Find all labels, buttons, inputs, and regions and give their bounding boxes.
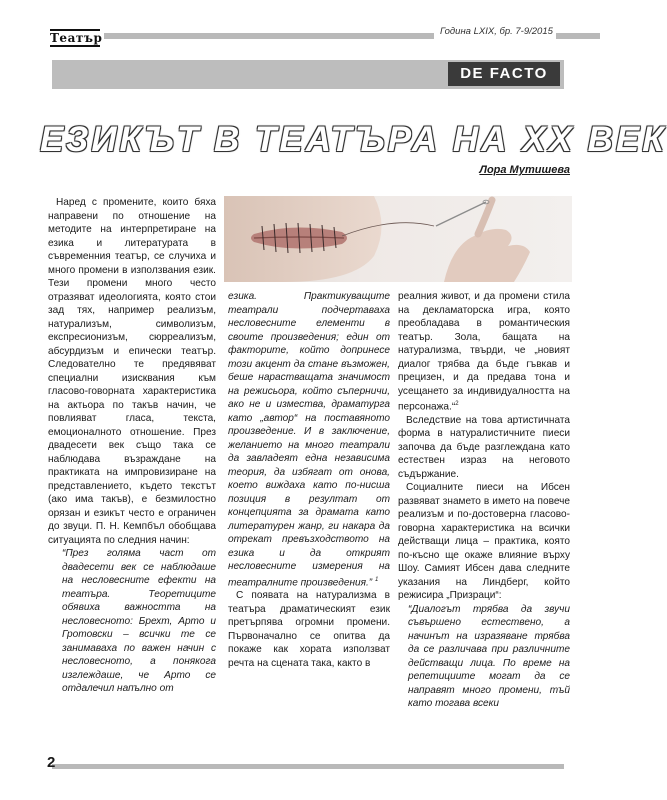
text-column-2: [228, 290, 390, 670]
paragraph: [398, 290, 570, 414]
text-column-1: [48, 196, 216, 696]
footer-rule: [52, 764, 564, 769]
article-author: Лора Мутишева: [479, 164, 570, 176]
article-title: ЕЗИКЪТ В ТЕАТЪРА НА ХХ ВЕК: [40, 120, 667, 159]
header-rule: [104, 33, 434, 39]
sewn-lips-image: [224, 196, 572, 282]
paragraph: С появата на натурализма в театъра драматическият език претърпява огромни промени. Първоначално се опитва да покаже как хората използват речта на сцената така, както в: [228, 590, 390, 669]
block-quote: [228, 290, 390, 589]
footnote-mark: 1: [374, 576, 379, 583]
block-quote: “Диалогът трябва да звучи съвършено естествено, а начинът на изразяване трябва да се различава при различните действащи лица. По време на репетициите могат да се направят много промени, тъй като тогава всеки: [408, 603, 570, 710]
article-photo: [224, 196, 572, 282]
issue-info: Година LXIX, бр. 7-9/2015: [440, 26, 553, 37]
text-column-3: [398, 290, 570, 711]
header-rule-right: [556, 33, 600, 39]
footnote-mark: 2: [455, 401, 459, 407]
paragraph: Социалните пиеси на Ибсен развяват знамето в името на повече реализъм и по-достоверна гласово-говорна характеристика на всички действащи лица – практика, която по-късно ще окаже влияние върху Шоу. Самият Ибсен дава следните указания на Линдберг, който режисира „Призраци“:: [398, 482, 570, 602]
paragraph: Наред с промените, които бяха направени по отношение на методите на интерпретиране на езика и литературата в съвременния театър, се случиха и много промени в използвания език. Тези промени много често отразяват идеологията, която стои зад тях, например реализъм, натурализъм, символизъм, експресионизъм, сюрреализъм, абсурдизъм и епически театър. Следователно те предявяват специални изисквания към гласово-говорната характеристика на актьора по такъв начин, че повлияват гласа, текста, емоционалното отношение. През двадесети век също така се наблюдава възраждане на практиката на импровизиране на представлението, където текстът (ако има такъв), е безмилостно орязан и езикът често е ограничен до звуци. П. Н. Кемпбъл обобщава ситуацията по следния начин:: [48, 197, 216, 546]
page-number: 2: [47, 754, 56, 771]
magazine-logo: Театър: [50, 31, 103, 45]
block-quote: “През голяма част от двадесети век се наблюдаше на несловесните ефекти на театъра. Теоретиците обявиха важността на несловесното: Брехт, Арто и Гротовски – всички те се занимаваха по важен начин с несловесното, а понякога изглеждаше, че Арто се отдалечил напълно от: [62, 548, 216, 694]
section-tag: DE FACTO: [448, 62, 560, 86]
paragraph-text: реалния живот, и да промени стила на декламаторска игра, която преобладава в романтическия театър. Зола, бащата на натурализма, твърди, че „новият диалог трябва да бъде гъвкав и прецизен, и да предава тона и усещането за индивидуалността на персонажа.“: [398, 291, 570, 413]
paragraph: Вследствие на това артистичната форма в натуралистичните пиеси започва да бъде разглеждана като естествен израз на неговото съдържание.: [398, 414, 570, 480]
quote-text: езика. Практикуващите театрали подчертаваха несловесните елементи в своите произведения; един от факторите, който допринесе този акцент да стане възможен, беше нарастващата значимост на режисьора, който съперничи, ако не и измества, драматурга като „автор“ на поставяното произведение. И в заключение, желанието на много театрали да завладеят една независима теория, да избягат от онова, което виждаха като по-нисша позиция в резултат от концепцията за драмата като литературен жанр, ги накара да отрекат превъзходството на езика и да открият несловесните измерения на театралните произведения.”: [228, 291, 390, 588]
